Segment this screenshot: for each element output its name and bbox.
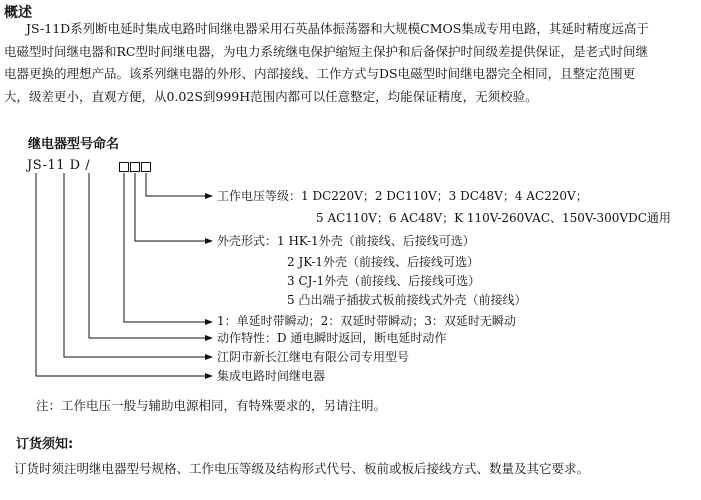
ordering-text: 订货时须注明继电器型号规格、工作电压等级及结构形式代号、板前或板后接线方式、数量及其它要求。	[14, 461, 590, 476]
action-label: 动作特性：D 通电瞬时返回，断电延时动作	[217, 331, 447, 345]
contact-mode-label: 1：单延时带瞬动；2：双延时带瞬动；3：双延时无瞬动	[217, 314, 516, 328]
product-label: 集成电路时间继电器	[217, 369, 326, 383]
overview-line: 大，级差更小，直观方便，从0.02S到999H范围内都可以任意整定，均能保证精度，无须校验。	[4, 88, 538, 104]
housing-option-3: 3 CJ-1外壳（前接线、后接线可选）	[287, 274, 481, 288]
housing-label: 外壳形式：1 HK-1外壳（前接线、后接线可选）	[217, 234, 475, 248]
overview-heading: 概述	[4, 5, 32, 21]
ordering-heading: 订货须知:	[16, 437, 74, 452]
housing-option-5: 5 凸出端子插拔式板前接线式外壳（前接线）	[287, 293, 527, 307]
overview-line: 电器更换的理想产品。该系列继电器的外形、内部接线、工作方式与DS电磁型时间继电器完全相同，且整定范围更	[4, 66, 636, 81]
overview-line: 电磁型时间继电器和RC型时间继电器，为电力系统继电保护缩短主保护和后备保护时间级差提供保证，是老式时间继	[4, 43, 648, 59]
overview-line: JS-11D系列断电延时集成电路时间继电器采用石英晶体振荡器和大规模CMOS集成专用电路，其延时精度远高于	[26, 21, 649, 36]
model-code: JS-11 D /	[27, 158, 91, 173]
voltage-label-continued: 5 AC110V；6 AC48V；K 110V-260VAC、150V-300VDC通用	[316, 211, 671, 225]
naming-heading: 继电器型号命名	[28, 137, 120, 152]
voltage-label: 工作电压等级：1 DC220V；2 DC110V；3 DC48V；4 AC220V；	[217, 189, 588, 203]
housing-option-2: 2 JK-1外壳（前接线、后接线可选）	[287, 255, 480, 269]
company-label: 江阴市新长江继电有限公司专用型号	[217, 350, 410, 364]
voltage-note: 注：工作电压一般与辅助电源相同，有特殊要求的，另请注明。	[36, 398, 387, 413]
